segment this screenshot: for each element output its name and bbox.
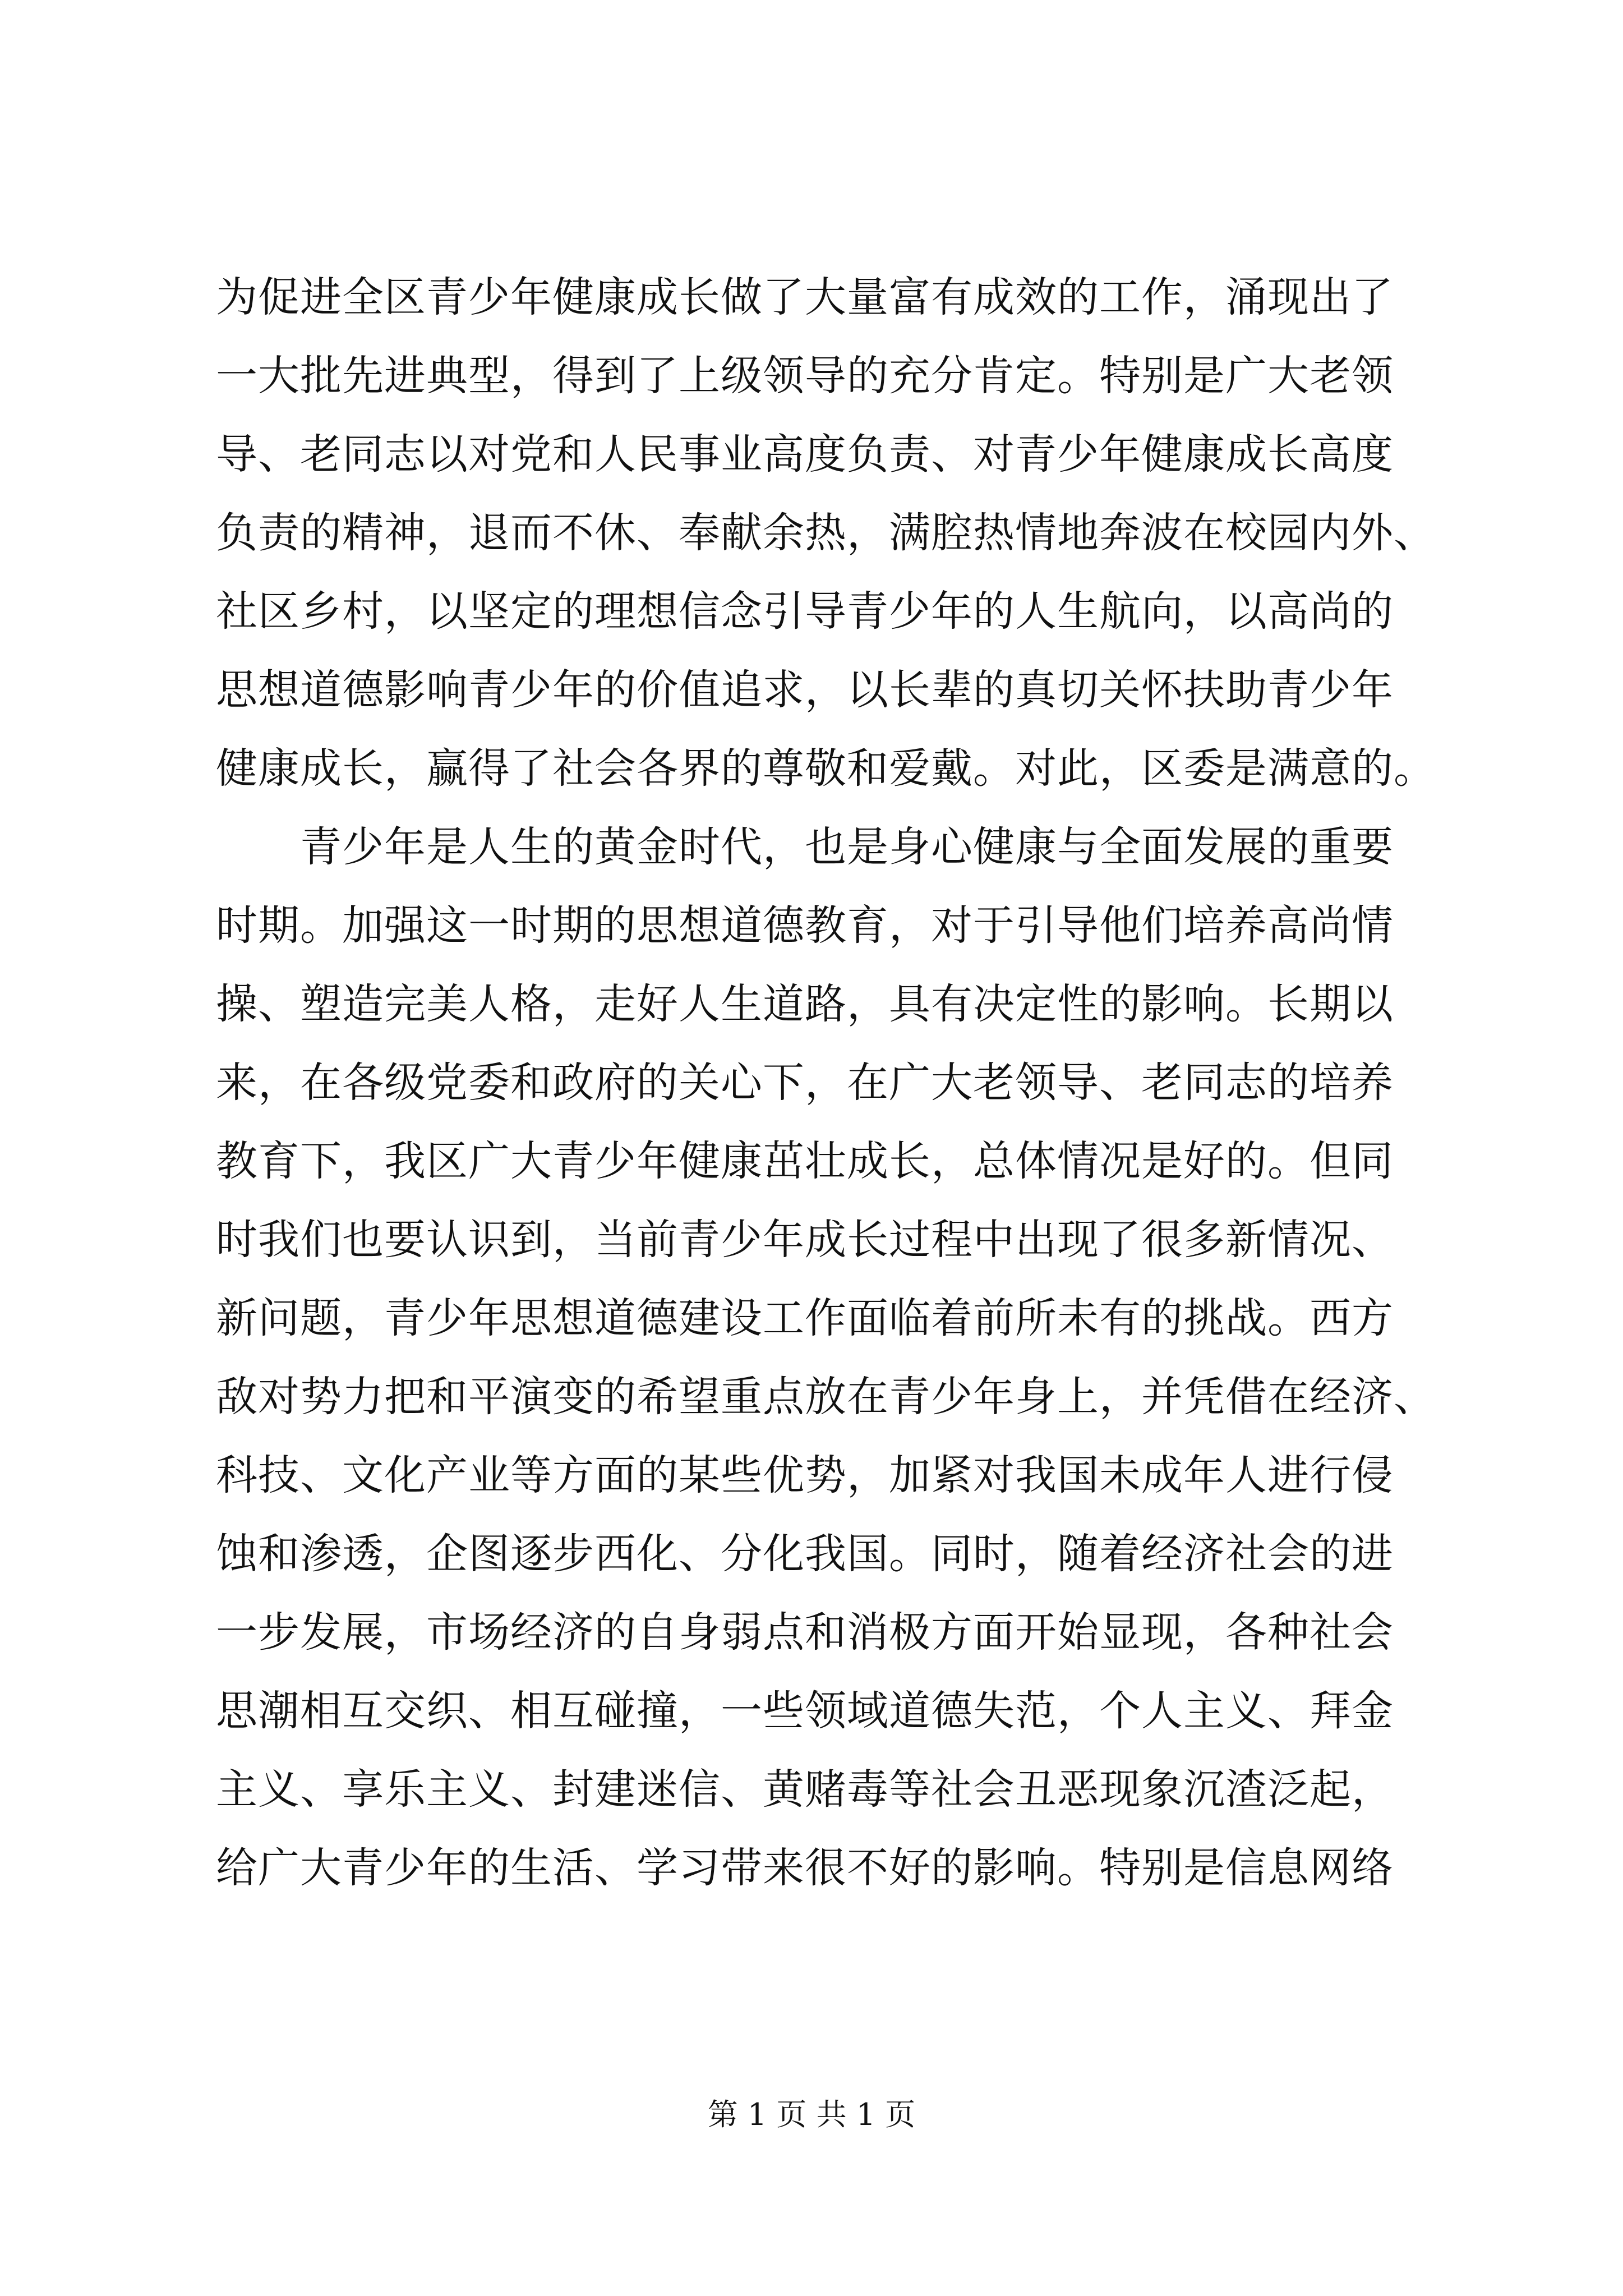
text-line: 思想道德影响青少年的价值追求，以长辈的真切关怀扶助青少年 xyxy=(216,666,1394,714)
text-line: 导、老同志以对党和人民事业高度负责、对青少年健康成长高度 xyxy=(216,430,1394,478)
text-line: 主义、享乐主义、封建迷信、黄赌毒等社会丑恶现象沉渣泛起， xyxy=(216,1765,1394,1814)
text-line: 敌对势力把和平演变的希望重点放在青少年身上，并凭借在经济、 xyxy=(216,1373,1436,1421)
text-line: 负责的精神，退而不休、奉献余热，满腔热情地奔波在校园内外、 xyxy=(216,509,1436,557)
text-line: 一大批先进典型，得到了上级领导的充分肯定。特别是广大老领 xyxy=(216,352,1394,400)
text-line: 教育下，我区广大青少年健康茁壮成长，总体情况是好的。但同 xyxy=(216,1137,1394,1185)
text-line: 思潮相互交织、相互碰撞，一些领域道德失范，个人主义、拜金 xyxy=(216,1687,1394,1735)
text-line: 时我们也要认识到，当前青少年成长过程中出现了很多新情况、 xyxy=(216,1216,1394,1264)
paragraph-first-line: 青少年是人生的黄金时代，也是身心健康与全面发展的重要 xyxy=(300,823,1394,871)
text-line: 健康成长，赢得了社会各界的尊敬和爱戴。对此，区委是满意的。 xyxy=(216,744,1436,793)
text-line: 来，在各级党委和政府的关心下，在广大老领导、老同志的培养 xyxy=(216,1059,1394,1107)
text-line: 科技、文化产业等方面的某些优势，加紧对我国未成年人进行侵 xyxy=(216,1451,1394,1499)
text-line: 一步发展，市场经济的自身弱点和消极方面开始显现，各种社会 xyxy=(216,1608,1394,1657)
text-line: 蚀和渗透，企图逐步西化、分化我国。同时，随着经济社会的进 xyxy=(216,1530,1394,1578)
text-line: 新问题，青少年思想道德建设工作面临着前所未有的挑战。西方 xyxy=(216,1294,1394,1342)
text-line: 给广大青少年的生活、学习带来很不好的影响。特别是信息网络 xyxy=(216,1844,1394,1892)
text-line: 时期。加强这一时期的思想道德教育，对于引导他们培养高尚情 xyxy=(216,901,1394,950)
text-line: 为促进全区青少年健康成长做了大量富有成效的工作，涌现出了 xyxy=(216,273,1394,321)
page-number-footer: 第 1 页 共 1 页 xyxy=(707,2097,916,2132)
text-line: 社区乡村，以坚定的理想信念引导青少年的人生航向，以高尚的 xyxy=(216,587,1394,636)
text-line: 操、塑造完美人格，走好人生道路，具有决定性的影响。长期以 xyxy=(216,980,1394,1028)
